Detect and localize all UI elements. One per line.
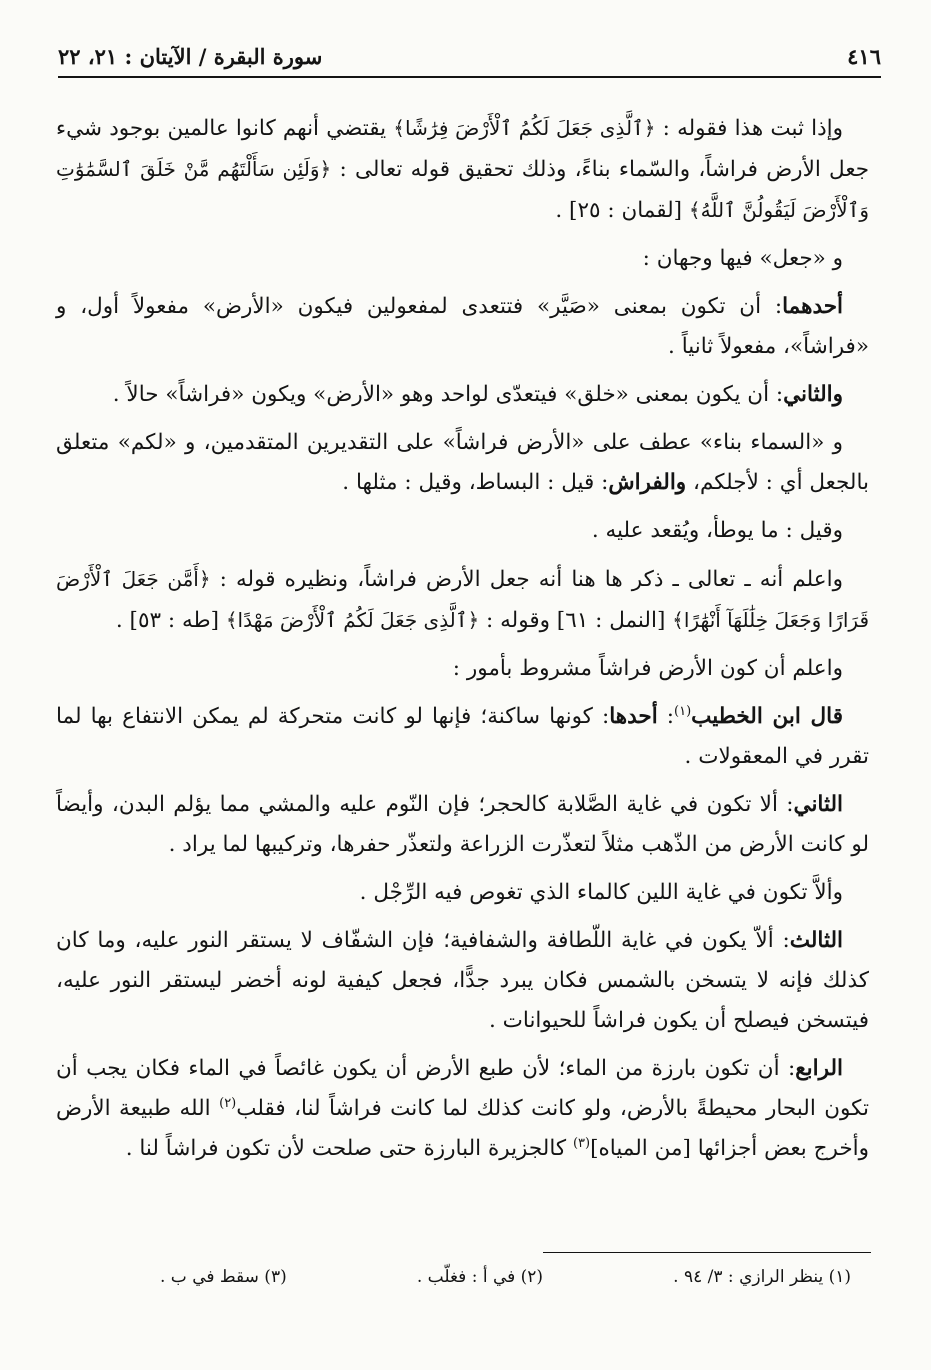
bold-term: قال ابن الخطيب [691, 704, 844, 729]
bold-term: والفراش [608, 470, 687, 495]
footnote-marker[interactable]: (٣) [572, 1135, 591, 1151]
paragraph [56, 559, 869, 641]
text-run: [النمل : ٦١] وقوله : [479, 608, 673, 633]
footnote-marker[interactable]: (٢) [219, 1095, 237, 1111]
bold-term: الرابع [795, 1056, 843, 1081]
text-run: : ألاّ يكون في غاية اللّطافة والشفافية؛ فإن الشفّاف لا يستقر النور عليه، وما كان كذلك فإنه لا يتسخن بالشمس فكان يبرد جدًّا، فجعل كيفية لونه أخضر ليستقر النور عليه، فيتسخن فيصلح أن يكون فراشاً للحيوانات . [56, 928, 869, 1033]
main-text [56, 108, 869, 1177]
quran-verse: ﴿ٱلَّذِى جَعَلَ لَكُمُ ٱلْأَرْضَ مَهْدًا﴾ [225, 608, 480, 632]
paragraph [56, 375, 869, 415]
quran-verse: ﴿ٱلَّذِى جَعَلَ لَكُمُ ٱلْأَرْضَ فِرَٰشًا﴾ [393, 116, 656, 140]
bold-term: الثاني [793, 792, 843, 817]
running-title: سورة البقرة / الآيتان : ٢١، ٢٢ [58, 43, 323, 69]
paragraph [56, 423, 869, 503]
footnote-1: (١) ينظر الرازي : ٣/ ٩٤ . [673, 1267, 851, 1287]
bold-term: الثالث [789, 928, 843, 953]
text-run: : أن يكون بمعنى «خلق» فيتعدّى لواحد وهو «الأرض» ويكون «فراشاً» حالاً . [112, 382, 784, 407]
quran-verse: ﴿وَلَئِن سَأَلْتَهُم مَّنْ خَلَقَ ٱلسَّمَٰوَٰتِ وَٱلْأَرْضَ لَيَقُولُنَّ ٱللَّهُ﴾ [56, 157, 869, 222]
text-run: : [657, 704, 675, 729]
page-header [58, 38, 881, 74]
text-run: كالجزيرة البارزة حتى صلحت لأن تكون فراشاً لنا . [125, 1136, 573, 1161]
footnotes [160, 1262, 851, 1292]
verse-reference: [طه : ٥٣] . [115, 608, 226, 633]
text-run: وإذا ثبت هذا فقوله : [655, 116, 843, 141]
verse-reference: [لقمان : ٢٥] . [555, 198, 689, 223]
paragraph [56, 287, 869, 367]
page-number: ٤١٦ [847, 43, 881, 69]
footnote-2: (٢) في أ : فغلّب . [416, 1267, 544, 1287]
paragraph [56, 697, 869, 777]
quran-verse: ﴿أَمَّن جَعَلَ ٱلْأَرْضَ قَرَارًا وَجَعَلَ خِلَٰلَهَآ أَنْهَٰرًا﴾ [56, 567, 869, 632]
text-run: يقتضي أنهم كانوا عالمين بوجود شيء جعل الأرض فراشاً، والسّماء بناءً، وذلك تحقيق قوله تعالى : [56, 116, 869, 182]
footnote-3: (٣) سقط في ب . [160, 1267, 287, 1287]
header-rule [58, 76, 881, 78]
paragraph: وألاَّ تكون في غاية اللين كالماء الذي تغوص فيه الرِّجْل . [359, 880, 843, 905]
bold-term: والثاني [783, 382, 843, 407]
paragraph [56, 785, 869, 865]
paragraph [56, 1049, 869, 1169]
paragraph [56, 921, 869, 1041]
paragraph: و «جعل» فيها وجهان : [642, 246, 843, 271]
bold-term: أحدهما [782, 294, 843, 319]
paragraph: وقيل : ما يوطأ، ويُقعد عليه . [591, 518, 843, 543]
text-run: : ألا تكون في غاية الصَّلابة كالحجر؛ فإن النّوم عليه والمشي مما يؤلم البدن، وأيضاً لو كانت الأرض من الذّهب مثلاً لتعذّرت الزراعة ولتعذّر حفرها، وتركيبها لما يراد . [56, 792, 869, 857]
text-run: الله طبيعة الأرض وأخرج بعض أجزائها [من المياه] [56, 1096, 869, 1161]
text-run: و «السماء بناء» عطف على «الأرض فراشاً» على التقديرين المتقدمين، و «لكم» متعلق بالجعل أي : لأجلكم، [56, 430, 869, 495]
footnote-rule [543, 1252, 871, 1253]
text-run: : قيل : البساط، وقيل : مثلها . [342, 470, 609, 495]
text-run: واعلم أنه ـ تعالى ـ ذكر ها هنا أنه جعل الأرض فراشاً، ونظيره قوله : [210, 567, 843, 592]
paragraph [56, 108, 869, 231]
text-run: : أن تكون بارزة من الماء؛ لأن طبع الأرض أن يكون غائصاً في الماء فكان يجب أن تكون البحار محيطةً بالأرض، ولو كانت كذلك لما كانت فراشاً لنا، فقلب [56, 1056, 869, 1121]
text-run: : أن تكون بمعنى «صَيَّر» فتتعدى لمفعولين فيكون «الأرض» مفعولاً أول، و «فراشاً»، مفعولاً ثانياً . [56, 294, 869, 359]
bold-term: أحدها [609, 704, 658, 729]
text-run: : كونها ساكنة؛ فإنها لو كانت متحركة لم يمكن الانتفاع بها لما تقرر في المعقولات . [56, 704, 869, 769]
footnote-marker[interactable]: (١) [674, 703, 692, 719]
paragraph: واعلم أن كون الأرض فراشاً مشروط بأمور : [452, 656, 843, 681]
